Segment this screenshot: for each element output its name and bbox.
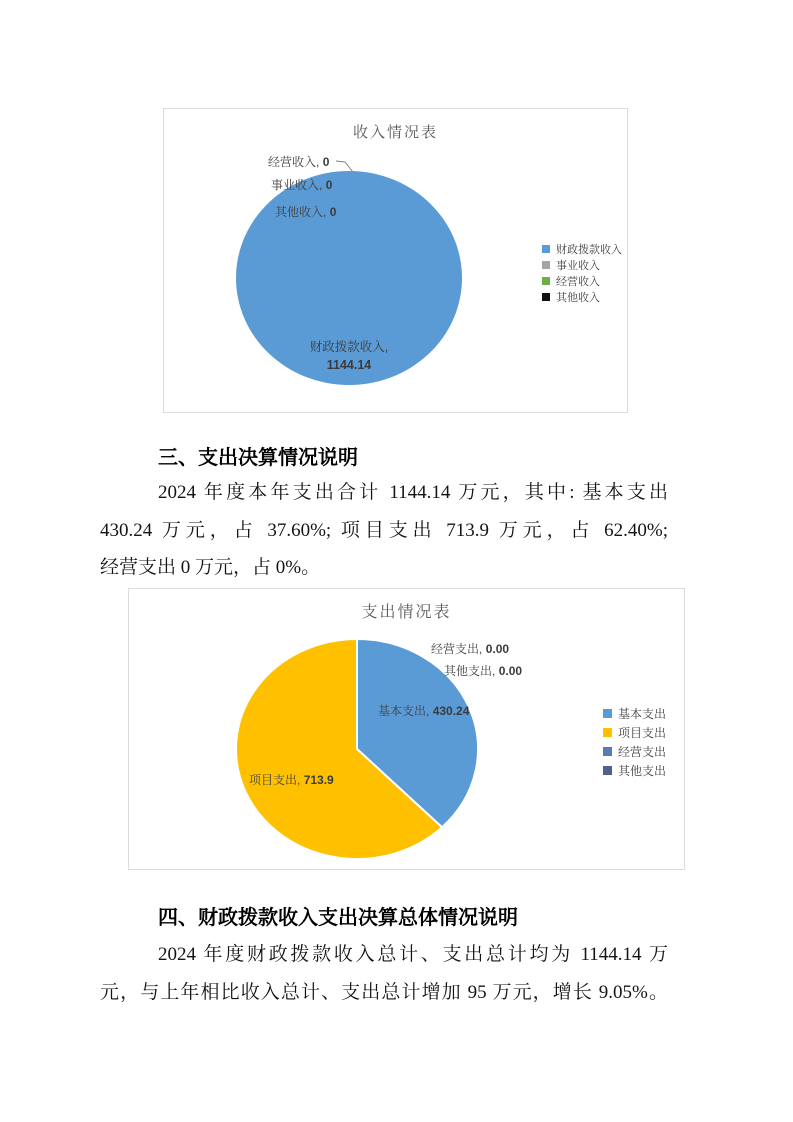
data-label-text: 经营收入,	[268, 155, 320, 169]
data-label-value: 0	[325, 178, 333, 192]
data-label-business-income	[271, 176, 332, 193]
data-label-value: 713.9	[303, 773, 334, 787]
legend-label: 基本支出	[618, 707, 667, 721]
legend-item	[542, 289, 622, 305]
expenditure-chart-title: 支出情况表	[361, 604, 452, 621]
data-label-value: 0	[329, 205, 337, 219]
data-label-value: 0	[322, 155, 330, 169]
legend-swatch-icon	[542, 245, 550, 253]
data-label-text: 经营支出,	[431, 642, 483, 656]
legend-swatch-icon	[603, 728, 612, 737]
legend-label: 其他收入	[556, 292, 600, 304]
data-label-operating-income	[268, 153, 329, 170]
legend-label: 经营收入	[556, 276, 600, 288]
legend-swatch-icon	[542, 261, 550, 269]
data-label-project-expense	[249, 771, 334, 788]
legend-label: 事业收入	[556, 260, 600, 272]
income-chart-legend	[542, 241, 622, 305]
data-label-text: 事业收入,	[271, 178, 323, 192]
legend-item	[603, 704, 666, 723]
data-label-other-income	[275, 203, 336, 220]
legend-swatch-icon	[542, 293, 550, 301]
data-label-basic-expense	[378, 702, 469, 719]
data-label-text: 其他支出,	[444, 664, 496, 678]
section3-line1: 2024 年度本年支出合计 1144.14 万元，其中: 基本支出	[158, 482, 668, 503]
data-label-value: 1144.14	[326, 358, 372, 372]
legend-swatch-icon	[603, 766, 612, 775]
income-chart-title: 收入情况表	[352, 124, 438, 141]
data-label-value: 0.00	[498, 664, 523, 678]
data-label-fiscal-income	[269, 338, 429, 374]
legend-item	[542, 257, 622, 273]
data-label-value: 0.00	[485, 642, 510, 656]
legend-item	[603, 723, 666, 742]
data-label-text: 其他收入,	[275, 205, 327, 219]
legend-swatch-icon	[542, 277, 550, 285]
section3-heading: 三、支出决算情况说明	[158, 447, 358, 469]
leader-line	[336, 161, 353, 172]
section4-line2: 元，与上年相比收入总计、支出总计增加 95 万元，增长 9.05%。	[100, 982, 668, 1003]
income-chart-frame	[163, 108, 628, 413]
data-label-text: 项目支出,	[249, 773, 301, 787]
legend-swatch-icon	[603, 709, 612, 718]
legend-item	[603, 742, 666, 761]
legend-label: 项目支出	[618, 726, 667, 740]
section3-line2: 430.24 万元，占 37.60%; 项目支出 713.9 万元，占 62.40%;	[100, 520, 668, 541]
data-label-other-expense	[444, 662, 522, 679]
section4-line1: 2024 年度财政拨款收入总计、支出总计均为 1144.14 万	[158, 944, 668, 965]
data-label-value: 430.24	[432, 704, 470, 718]
expenditure-chart-legend	[603, 704, 666, 780]
legend-item	[603, 761, 666, 780]
section3-line3: 经营支出 0 万元，占 0%。	[100, 557, 321, 578]
legend-item	[542, 273, 622, 289]
legend-item	[542, 241, 622, 257]
data-label-text: 基本支出,	[378, 704, 430, 718]
data-label-text: 财政拨款收入,	[309, 340, 389, 354]
legend-swatch-icon	[603, 747, 612, 756]
data-label-operating-expense	[431, 640, 509, 657]
legend-label: 经营支出	[618, 745, 667, 759]
expenditure-chart-frame	[128, 588, 685, 870]
legend-label: 其他支出	[618, 764, 667, 778]
legend-label: 财政拨款收入	[556, 244, 622, 256]
section4-heading: 四、财政拨款收入支出决算总体情况说明	[158, 907, 518, 929]
